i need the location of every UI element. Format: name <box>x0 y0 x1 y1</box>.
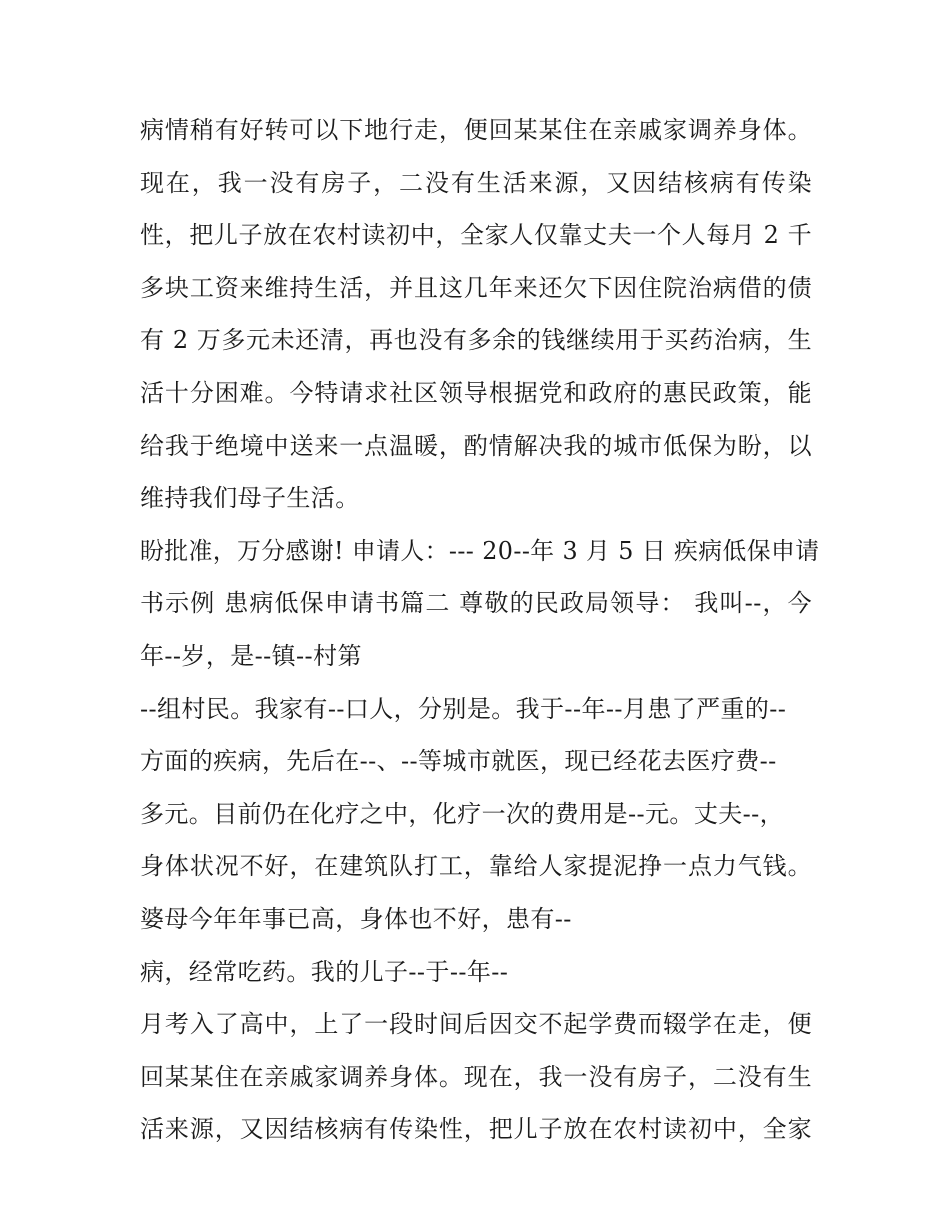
text-line: 给我于绝境中送来一点温暖，酌情解决我的城市低保为盼，以 <box>140 431 812 460</box>
text-line: --组村民。我家有--口人，分别是。我于--年--月患了严重的-- <box>140 694 787 723</box>
text-line: 回某某住在亲戚家调养身体。现在，我一没有房子，二没有生 <box>140 1062 812 1091</box>
text-line: 月考入了高中，上了一段时间后因交不起学费而辍学在走，便 <box>140 1010 812 1039</box>
text-line: 性，把儿子放在农村读初中，全家人仅靠丈夫一个人每月 2 千 <box>140 221 812 250</box>
text-line: 书示例 患病低保申请书篇二 尊敬的民政局领导： 我叫--，今 <box>140 589 812 618</box>
text-line: 活十分困难。今特请求社区领导根据党和政府的惠民政策，能 <box>140 378 812 407</box>
text-line: 活来源，又因结核病有传染性，把儿子放在农村读初中，全家 <box>140 1115 812 1144</box>
text-line: 多块工资来维持生活，并且这几年来还欠下因住院治病借的债 <box>140 273 812 302</box>
document-body <box>140 104 820 1156</box>
text-line: 现在，我一没有房子，二没有生活来源，又因结核病有传染 <box>140 168 812 197</box>
text-line: 盼批准，万分感谢! 申请人：--- 20--年 3 月 5 日 疾病低保申请 <box>140 536 820 565</box>
text-line: 年--岁，是--镇--村第 <box>140 641 362 670</box>
text-line: 方面的疾病，先后在--、--等城市就医，现已经花去医疗费-- <box>140 747 777 776</box>
text-line: 婆母今年年事已高，身体也不好，患有-- <box>140 904 572 933</box>
text-line: 病情稍有好转可以下地行走，便回某某住在亲戚家调养身体。 <box>140 116 812 144</box>
text-line: 多元。目前仍在化疗之中，化疗一次的费用是--元。丈夫--， <box>140 799 785 828</box>
text-line: 病，经常吃药。我的儿子--于--年-- <box>140 957 509 986</box>
text-line: 维持我们母子生活。 <box>140 484 360 513</box>
text-line: 有 2 万多元未还清，再也没有多余的钱继续用于买药治病，生 <box>140 326 812 355</box>
text-line: 身体状况不好，在建筑队打工，靠给人家提泥挣一点力气钱。 <box>140 852 812 881</box>
